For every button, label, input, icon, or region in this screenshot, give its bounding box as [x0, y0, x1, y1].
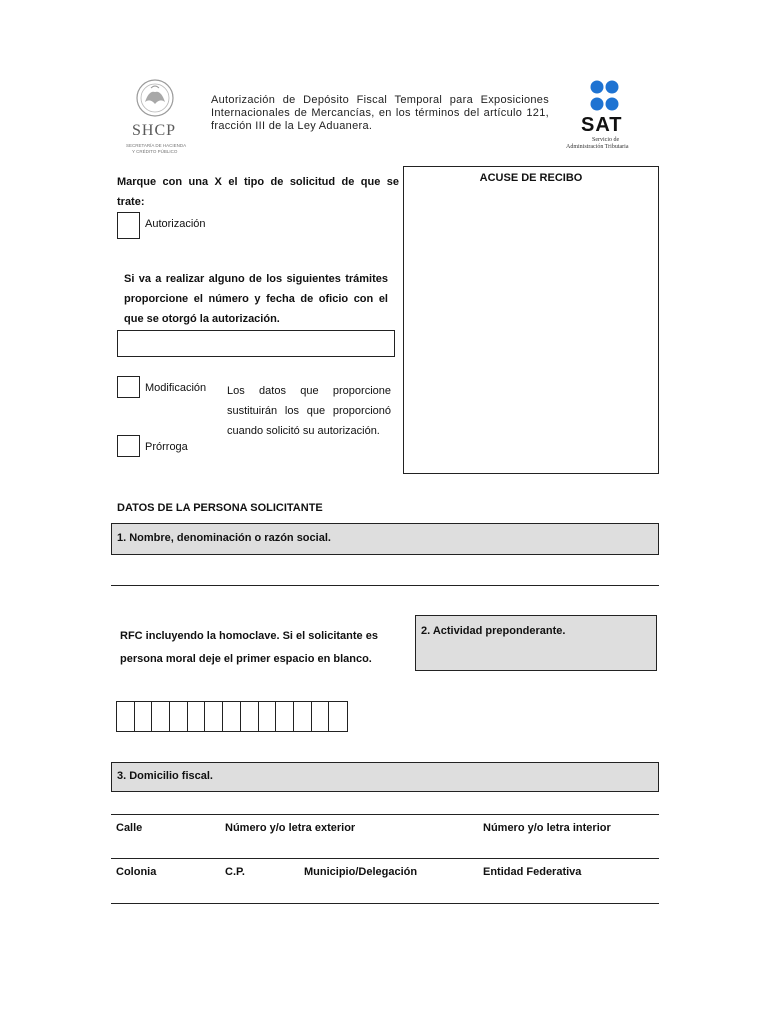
request-instruction-line-1: Marque con una X el tipo de solicitud de que se — [117, 176, 399, 188]
acuse-title: ACUSE DE RECIBO — [479, 172, 583, 184]
rfc-instruction — [120, 625, 390, 671]
tramites-line-3: que se otorgó la autorización. — [124, 313, 280, 325]
field-2-box[interactable] — [415, 615, 657, 671]
acuse-de-recibo-box[interactable] — [403, 166, 659, 474]
field-2-label: 2. Actividad preponderante. — [421, 625, 566, 637]
field-3-label: 3. Domicilio fiscal. — [117, 770, 213, 782]
autorizacion-checkbox[interactable] — [117, 212, 140, 239]
tramites-instruction — [124, 269, 388, 329]
modificacion-note — [227, 381, 391, 441]
tramites-line-1: Si va a realizar alguno de los siguientes trámites — [124, 273, 388, 285]
rfc-cell[interactable] — [170, 702, 188, 731]
sat-subtitle-1: Servicio de — [592, 137, 620, 143]
rfc-cell[interactable] — [117, 702, 135, 731]
rfc-cell[interactable] — [276, 702, 294, 731]
sat-subtitle-2: Administración Tributaria — [566, 144, 629, 150]
rfc-cell[interactable] — [205, 702, 223, 731]
rfc-cell[interactable] — [294, 702, 312, 731]
request-instruction-line-2: trate: — [117, 196, 145, 208]
section-title-solicitante: DATOS DE LA PERSONA SOLICITANTE — [117, 502, 323, 514]
domicilio-line-top — [111, 814, 659, 815]
rfc-cell[interactable] — [329, 702, 347, 731]
rfc-cell[interactable] — [152, 702, 170, 731]
modificacion-checkbox[interactable] — [117, 376, 140, 398]
shcp-logo — [118, 76, 192, 156]
form-title — [211, 94, 549, 133]
shcp-subtitle-2: Y CRÉDITO PÚBLICO — [132, 149, 178, 154]
numero-exterior-label: Número y/o letra exterior — [225, 822, 356, 834]
rfc-line-2: persona moral deje el primer espacio en blanco. — [120, 653, 372, 665]
modificacion-label: Modificación — [145, 382, 207, 394]
rfc-input-grid[interactable] — [116, 701, 348, 732]
rfc-cell[interactable] — [188, 702, 206, 731]
oficio-number-date-field[interactable] — [117, 330, 395, 357]
note-line-1: Los datos que proporcione — [227, 385, 391, 397]
entidad-label: Entidad Federativa — [483, 866, 582, 878]
eagle-seal-icon — [118, 76, 192, 124]
autorizacion-label: Autorización — [145, 218, 206, 230]
rfc-cell[interactable] — [241, 702, 259, 731]
field-1-label: 1. Nombre, denominación o razón social. — [117, 532, 331, 544]
shcp-text: SHCP — [132, 122, 177, 139]
request-instruction — [117, 172, 399, 212]
rfc-cell[interactable] — [259, 702, 277, 731]
note-line-3: cuando solicitó su autorización. — [227, 425, 380, 437]
sat-text: SAT — [581, 114, 623, 136]
form-title-line-2: Internacionales de Mercancías, en los términos del artículo 121, — [211, 107, 549, 119]
rfc-cell[interactable] — [312, 702, 330, 731]
sat-logo — [562, 80, 652, 154]
colonia-label: Colonia — [116, 866, 157, 878]
sat-dots-icon — [590, 80, 620, 114]
prorroga-checkbox[interactable] — [117, 435, 140, 457]
rfc-line-1: RFC incluyendo la homoclave. Si el solicitante es — [120, 630, 378, 642]
note-line-2: sustituirán los que proporcionó — [227, 405, 391, 417]
numero-interior-label: Número y/o letra interior — [483, 822, 611, 834]
cp-label: C.P. — [225, 866, 245, 878]
form-title-line-3: fracción III de la Ley Aduanera. — [211, 120, 373, 132]
tramites-line-2: proporcione el número y fecha de oficio con el — [124, 293, 388, 305]
calle-label: Calle — [116, 822, 143, 834]
shcp-subtitle-1: SECRETARÍA DE HACIENDA — [126, 143, 187, 148]
domicilio-line-bottom — [111, 903, 659, 904]
field-1-header — [111, 523, 659, 555]
domicilio-line-middle — [111, 858, 659, 859]
field-3-header — [111, 762, 659, 792]
rfc-cell[interactable] — [135, 702, 153, 731]
prorroga-label: Prórroga — [145, 441, 188, 453]
rfc-cell[interactable] — [223, 702, 241, 731]
form-title-line-1: Autorización de Depósito Fiscal Temporal para Exposiciones — [211, 94, 549, 106]
nombre-input-line[interactable] — [111, 585, 659, 586]
municipio-label: Municipio/Delegación — [304, 866, 418, 878]
